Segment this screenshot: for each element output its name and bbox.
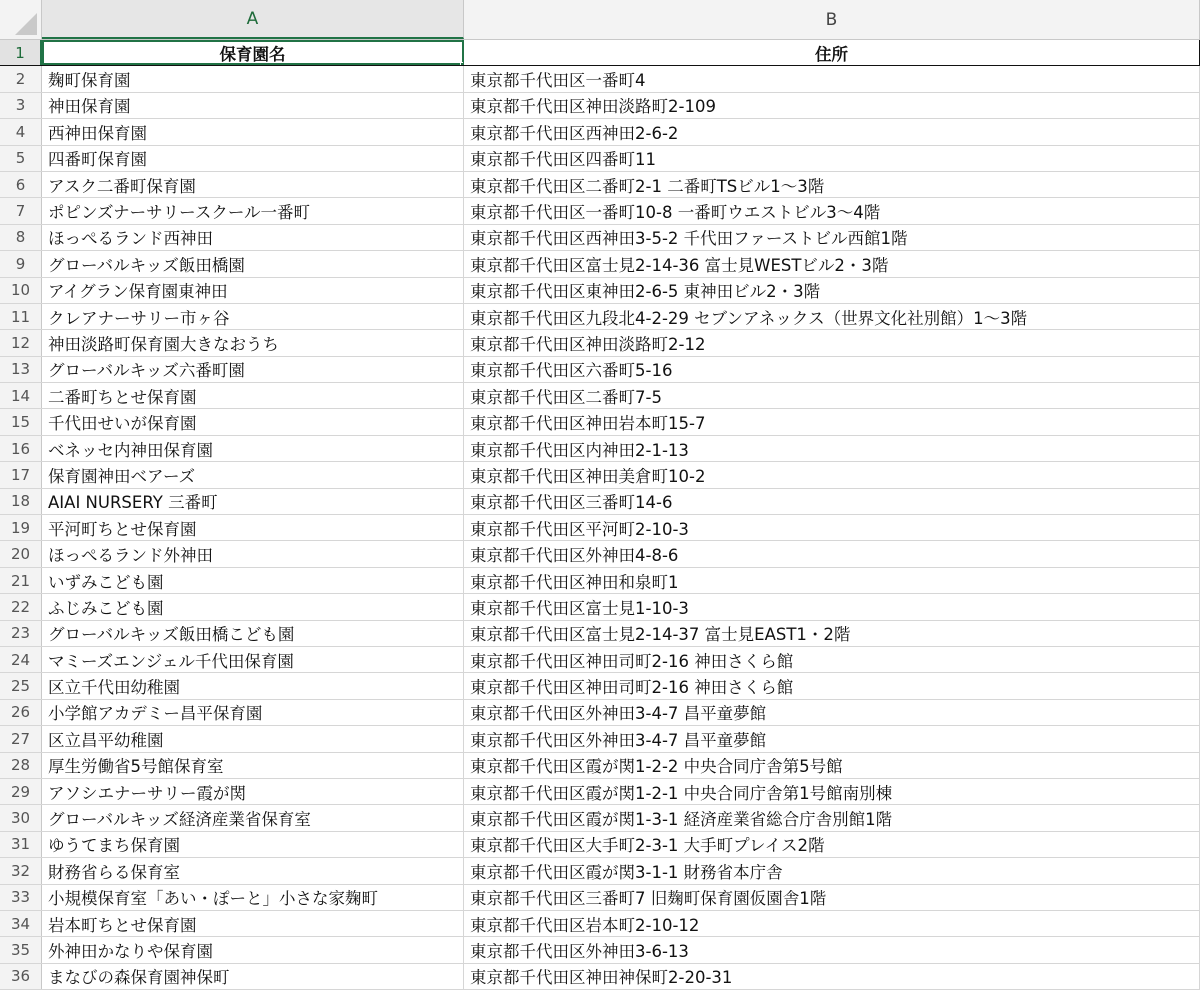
cell-nursery-name[interactable]: 神田淡路町保育園大きなおうち	[42, 330, 464, 355]
fill-handle[interactable]	[460, 62, 464, 65]
cell-nursery-name[interactable]: 厚生労働省5号館保育室	[42, 753, 464, 778]
table-row	[0, 119, 1200, 145]
table-row	[0, 937, 1200, 963]
cell-nursery-name[interactable]: 四番町保育園	[42, 146, 464, 171]
table-row	[0, 93, 1200, 119]
row-header[interactable]: 35	[0, 937, 42, 962]
cell-nursery-name[interactable]: ふじみこども園	[42, 594, 464, 619]
row-header[interactable]: 9	[0, 251, 42, 276]
cell-address[interactable]: 東京都千代田区神田淡路町2-12	[464, 330, 1200, 355]
cell-nursery-name[interactable]: AIAI NURSERY 三番町	[42, 489, 464, 514]
table-row	[0, 673, 1200, 699]
table-row	[0, 330, 1200, 356]
row-header[interactable]: 11	[0, 304, 42, 329]
header-cell-name[interactable]	[42, 40, 464, 65]
row-header[interactable]: 7	[0, 198, 42, 223]
column-header-bar	[0, 0, 1200, 40]
cell-address[interactable]: 東京都千代田区神田淡路町2-109	[464, 93, 1200, 118]
cell-nursery-name[interactable]: 区立昌平幼稚園	[42, 726, 464, 751]
row-header[interactable]: 20	[0, 541, 42, 566]
cell-address[interactable]: 東京都千代田区富士見2-14-36 富士見WESTビル2・3階	[464, 251, 1200, 276]
cell-nursery-name[interactable]: 神田保育園	[42, 93, 464, 118]
cell-address[interactable]: 東京都千代田区神田美倉町10-2	[464, 462, 1200, 487]
cell-nursery-name[interactable]: 二番町ちとせ保育園	[42, 383, 464, 408]
table-row	[0, 568, 1200, 594]
cell-address[interactable]: 東京都千代田区外神田3-6-13	[464, 937, 1200, 962]
row-header[interactable]: 15	[0, 409, 42, 434]
cell-nursery-name[interactable]: グローバルキッズ六番町園	[42, 357, 464, 382]
cell-address[interactable]: 東京都千代田区三番町14-6	[464, 489, 1200, 514]
cell-nursery-name[interactable]: アスク二番町保育園	[42, 172, 464, 197]
cell-address[interactable]: 東京都千代田区四番町11	[464, 146, 1200, 171]
cell-nursery-name[interactable]: 麹町保育園	[42, 66, 464, 91]
column-header-b[interactable]: B	[464, 0, 1200, 39]
row-header[interactable]: 16	[0, 436, 42, 461]
table-row	[0, 383, 1200, 409]
table-row	[0, 357, 1200, 383]
cell-address[interactable]: 東京都千代田区一番町10-8 一番町ウエストビル3～4階	[464, 198, 1200, 223]
cell-nursery-name[interactable]: マミーズエンジェル千代田保育園	[42, 647, 464, 672]
cell-nursery-name[interactable]: 岩本町ちとせ保育園	[42, 911, 464, 936]
table-row	[0, 779, 1200, 805]
cell-nursery-name[interactable]: アイグラン保育園東神田	[42, 278, 464, 303]
cell-address[interactable]: 東京都千代田区外神田3-4-7 昌平童夢館	[464, 700, 1200, 725]
table-row	[0, 964, 1200, 990]
row-header[interactable]: 24	[0, 647, 42, 672]
column-header-a[interactable]: A	[42, 0, 464, 39]
table-row	[0, 66, 1200, 92]
row-header[interactable]: 31	[0, 832, 42, 857]
cell-nursery-name[interactable]: 区立千代田幼稚園	[42, 673, 464, 698]
cell-nursery-name[interactable]: いずみこども園	[42, 568, 464, 593]
table-row	[0, 462, 1200, 488]
cell-address[interactable]: 東京都千代田区六番町5-16	[464, 357, 1200, 382]
table-row	[0, 700, 1200, 726]
cell-nursery-name[interactable]: グローバルキッズ飯田橋こども園	[42, 621, 464, 646]
cell-address[interactable]: 東京都千代田区神田司町2-16 神田さくら館	[464, 647, 1200, 672]
row-header[interactable]: 6	[0, 172, 42, 197]
cell-address[interactable]: 東京都千代田区霞が関1-3-1 経済産業省総合庁舎別館1階	[464, 805, 1200, 830]
row-header[interactable]: 8	[0, 225, 42, 250]
row-header[interactable]: 27	[0, 726, 42, 751]
table-row	[0, 594, 1200, 620]
row-header[interactable]: 36	[0, 964, 42, 989]
cell-nursery-name[interactable]: 平河町ちとせ保育園	[42, 515, 464, 540]
cell-nursery-name[interactable]: グローバルキッズ飯田橋園	[42, 251, 464, 276]
row-header[interactable]: 1	[0, 40, 42, 65]
row-header[interactable]: 29	[0, 779, 42, 804]
table-row	[0, 726, 1200, 752]
cell-address[interactable]: 東京都千代田区二番町2-1 二番町TSビル1～3階	[464, 172, 1200, 197]
table-row	[0, 647, 1200, 673]
table-row	[0, 858, 1200, 884]
cell-address[interactable]: 東京都千代田区外神田4-8-6	[464, 541, 1200, 566]
header-cell-address[interactable]: 住所	[464, 40, 1200, 65]
row-header[interactable]: 17	[0, 462, 42, 487]
cell-nursery-name[interactable]: ポピンズナーサリースクール一番町	[42, 198, 464, 223]
table-row	[0, 146, 1200, 172]
table-row	[0, 805, 1200, 831]
row-header[interactable]: 34	[0, 911, 42, 936]
cell-nursery-name[interactable]: 小学館アカデミー昌平保育園	[42, 700, 464, 725]
table-row	[0, 911, 1200, 937]
table-header-row	[0, 40, 1200, 66]
row-header[interactable]: 26	[0, 700, 42, 725]
cell-address[interactable]: 東京都千代田区神田和泉町1	[464, 568, 1200, 593]
cell-address[interactable]: 東京都千代田区外神田3-4-7 昌平童夢館	[464, 726, 1200, 751]
row-header[interactable]: 4	[0, 119, 42, 144]
row-header[interactable]: 19	[0, 515, 42, 540]
cell-address[interactable]: 東京都千代田区九段北4-2-29 セブンアネックス（世界文化社別館）1～3階	[464, 304, 1200, 329]
row-header[interactable]: 25	[0, 673, 42, 698]
cell-nursery-name[interactable]: 保育園神田ベアーズ	[42, 462, 464, 487]
row-header[interactable]: 32	[0, 858, 42, 883]
cell-address[interactable]: 東京都千代田区二番町7-5	[464, 383, 1200, 408]
cell-address[interactable]: 東京都千代田区霞が関1-2-2 中央合同庁舎第5号館	[464, 753, 1200, 778]
row-header[interactable]: 14	[0, 383, 42, 408]
table-row	[0, 225, 1200, 251]
cell-nursery-name[interactable]: ベネッセ内神田保育園	[42, 436, 464, 461]
table-row	[0, 304, 1200, 330]
table-row	[0, 409, 1200, 435]
select-all-triangle-icon	[15, 13, 37, 35]
table-row	[0, 489, 1200, 515]
cell-nursery-name[interactable]: グローバルキッズ経済産業省保育室	[42, 805, 464, 830]
cell-nursery-name[interactable]: ほっぺるランド西神田	[42, 225, 464, 250]
table-row	[0, 515, 1200, 541]
cell-address[interactable]: 東京都千代田区東神田2-6-5 東神田ビル2・3階	[464, 278, 1200, 303]
cell-address[interactable]: 東京都千代田区内神田2-1-13	[464, 436, 1200, 461]
row-header[interactable]: 21	[0, 568, 42, 593]
cell-address[interactable]: 東京都千代田区富士見1-10-3	[464, 594, 1200, 619]
cell-nursery-name[interactable]: 外神田かなりや保育園	[42, 937, 464, 962]
cell-address[interactable]: 東京都千代田区霞が関1-2-1 中央合同庁舎第1号館南別棟	[464, 779, 1200, 804]
cell-address[interactable]: 東京都千代田区神田神保町2-20-31	[464, 964, 1200, 989]
row-header[interactable]: 28	[0, 753, 42, 778]
cell-nursery-name[interactable]: アソシエナーサリー霞が関	[42, 779, 464, 804]
header-cell-name-text: 保育園名	[219, 44, 286, 64]
row-header[interactable]: 22	[0, 594, 42, 619]
cell-nursery-name[interactable]: 千代田せいが保育園	[42, 409, 464, 434]
cell-address[interactable]: 東京都千代田区霞が関3-1-1 財務省本庁舎	[464, 858, 1200, 883]
table-row	[0, 251, 1200, 277]
cell-nursery-name[interactable]: 西神田保育園	[42, 119, 464, 144]
table-row	[0, 832, 1200, 858]
cell-address[interactable]: 東京都千代田区一番町4	[464, 66, 1200, 91]
row-header[interactable]: 12	[0, 330, 42, 355]
table-row	[0, 436, 1200, 462]
row-header[interactable]: 30	[0, 805, 42, 830]
cell-address[interactable]: 東京都千代田区岩本町2-10-12	[464, 911, 1200, 936]
table-row	[0, 885, 1200, 911]
cell-nursery-name[interactable]: クレアナーサリー市ヶ谷	[42, 304, 464, 329]
cell-address[interactable]: 東京都千代田区神田岩本町15-7	[464, 409, 1200, 434]
cell-nursery-name[interactable]: 小規模保育室「あい・ぽーと」小さな家麹町	[42, 885, 464, 910]
table-row	[0, 278, 1200, 304]
row-header[interactable]: 3	[0, 93, 42, 118]
table-row	[0, 541, 1200, 567]
cell-address[interactable]: 東京都千代田区神田司町2-16 神田さくら館	[464, 673, 1200, 698]
table-row	[0, 753, 1200, 779]
select-all-corner[interactable]	[0, 0, 42, 39]
row-header[interactable]: 5	[0, 146, 42, 171]
table-row	[0, 198, 1200, 224]
cell-address[interactable]: 東京都千代田区大手町2-3-1 大手町プレイス2階	[464, 832, 1200, 857]
cell-nursery-name[interactable]: まなびの森保育園神保町	[42, 964, 464, 989]
cell-address[interactable]: 東京都千代田区三番町7 旧麹町保育園仮園舎1階	[464, 885, 1200, 910]
row-header[interactable]: 2	[0, 66, 42, 91]
cell-address[interactable]: 東京都千代田区西神田3-5-2 千代田ファーストビル西館1階	[464, 225, 1200, 250]
cell-nursery-name[interactable]: ゆうてまち保育園	[42, 832, 464, 857]
cell-address[interactable]: 東京都千代田区西神田2-6-2	[464, 119, 1200, 144]
row-header[interactable]: 13	[0, 357, 42, 382]
cell-nursery-name[interactable]: 財務省らる保育室	[42, 858, 464, 883]
row-header[interactable]: 10	[0, 278, 42, 303]
table-row	[0, 172, 1200, 198]
cell-nursery-name[interactable]: ほっぺるランド外神田	[42, 541, 464, 566]
row-header[interactable]: 18	[0, 489, 42, 514]
table-row	[0, 621, 1200, 647]
row-header[interactable]: 33	[0, 885, 42, 910]
cell-address[interactable]: 東京都千代田区富士見2-14-37 富士見EAST1・2階	[464, 621, 1200, 646]
cell-address[interactable]: 東京都千代田区平河町2-10-3	[464, 515, 1200, 540]
sheet-rows	[0, 40, 1200, 990]
row-header[interactable]: 23	[0, 621, 42, 646]
